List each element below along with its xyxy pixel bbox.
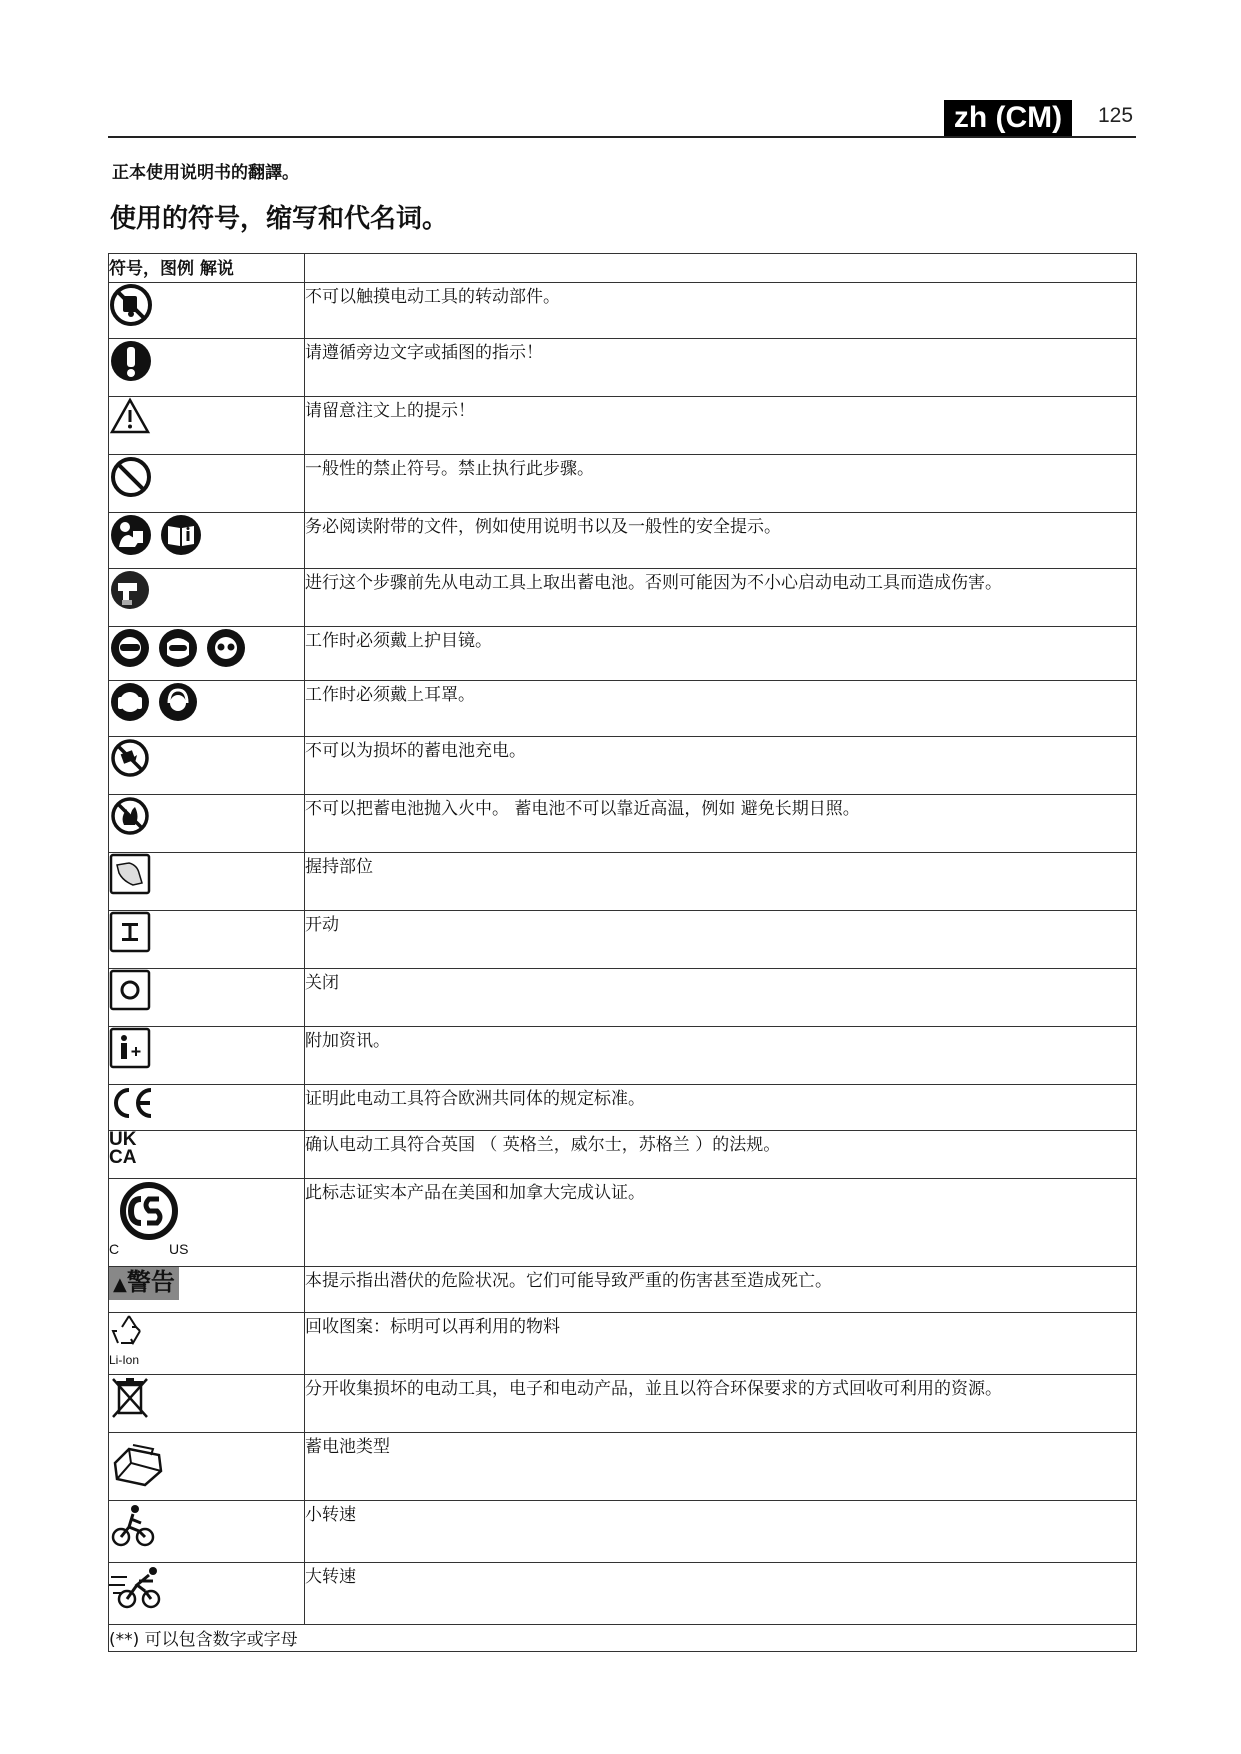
no-fire-battery-icon xyxy=(109,795,151,837)
row-text: 工作时必须戴上耳罩。 xyxy=(305,681,1137,737)
table-header-empty xyxy=(305,254,1137,283)
row-text: 开动 xyxy=(305,911,1137,969)
battery-pack-icon xyxy=(109,1433,167,1491)
row-text: 回收图案：标明可以再利用的物料 xyxy=(305,1313,1137,1375)
table-row xyxy=(109,627,1137,681)
table-row xyxy=(109,969,1137,1027)
ukca-top-text: UK xyxy=(109,1129,137,1150)
row-text: 务必阅读附带的文件，例如使用说明书以及一般性的安全提示。 xyxy=(305,513,1137,569)
table-row xyxy=(109,1375,1137,1433)
symbols-table xyxy=(108,253,1137,1652)
row-text: 一般性的禁止符号。禁止执行此步骤。 xyxy=(305,455,1137,513)
row-text: 本提示指出潜伏的危险状况。它们可能导致严重的伤害甚至造成死亡。 xyxy=(305,1267,1137,1313)
table-row xyxy=(109,455,1137,513)
warning-label-triangle: ▲ xyxy=(113,1274,127,1295)
table-row xyxy=(109,1179,1137,1267)
fast-speed-icon xyxy=(109,1563,165,1611)
header-rule xyxy=(108,136,1136,138)
row-text: 请留意注文上的提示！ xyxy=(305,397,1137,455)
footnote: (**) 可以包含数字或字母 xyxy=(109,1625,1137,1652)
table-row xyxy=(109,1501,1137,1563)
row-text: 请遵循旁边文字或插图的指示！ xyxy=(305,339,1137,397)
page-heading: 使用的符号，缩写和代名词。 xyxy=(110,204,449,234)
manual-book-icon xyxy=(159,513,203,557)
csa-us-text: US xyxy=(169,1241,189,1257)
ear-muffs-icon xyxy=(157,681,199,723)
weee-bin-icon xyxy=(109,1375,151,1421)
table-row xyxy=(109,795,1137,853)
read-manual-icon xyxy=(109,513,153,557)
table-row xyxy=(109,853,1137,911)
safety-goggles-icon xyxy=(205,627,247,669)
language-badge: zh (CM) xyxy=(944,100,1072,136)
table-row xyxy=(109,681,1137,737)
table-row xyxy=(109,911,1137,969)
table-row xyxy=(109,1563,1137,1625)
table-row xyxy=(109,1433,1137,1501)
row-text: 进行这个步骤前先从电动工具上取出蓄电池。否则可能因为不小心启动电动工具而造成伤害。 xyxy=(305,569,1137,627)
row-text: 确认电动工具符合英国 （ 英格兰，威尔士，苏格兰 ）的法规。 xyxy=(305,1131,1137,1179)
row-text: 工作时必须戴上护目镜。 xyxy=(305,627,1137,681)
table-row xyxy=(109,569,1137,627)
row-text: 大转速 xyxy=(305,1563,1137,1625)
recycle-arrows-icon xyxy=(109,1313,149,1349)
info-icon xyxy=(109,1027,151,1069)
translation-note: 正本使用说明书的翻譯。 xyxy=(112,163,299,183)
row-text: 关闭 xyxy=(305,969,1137,1027)
row-text: 不可以为损坏的蓄电池充电。 xyxy=(305,737,1137,795)
row-text: 此标志证实本产品在美国和加拿大完成认证。 xyxy=(305,1179,1137,1267)
csa-mark-icon xyxy=(109,1179,199,1259)
table-row xyxy=(109,737,1137,795)
ukca-bottom-text: CA xyxy=(109,1147,137,1168)
mandatory-instruction-icon xyxy=(109,339,153,383)
table-header-row xyxy=(109,254,1137,283)
row-text: 不可以触摸电动工具的转动部件。 xyxy=(305,283,1137,339)
recycle-label: Li-Ion xyxy=(109,1353,140,1367)
warning-label-icon xyxy=(109,1267,179,1300)
eye-protection-icon xyxy=(109,627,151,669)
on-switch-icon xyxy=(109,911,151,953)
row-text: 小转速 xyxy=(305,1501,1137,1563)
prohibition-icon xyxy=(109,455,153,499)
table-row xyxy=(109,339,1137,397)
page-number: 125 xyxy=(1098,104,1134,127)
recycle-li-ion-icon xyxy=(109,1313,159,1367)
face-shield-icon xyxy=(157,627,199,669)
table-row xyxy=(109,513,1137,569)
table-row xyxy=(109,1313,1137,1375)
no-touch-rotating-icon xyxy=(109,283,153,327)
table-row xyxy=(109,1267,1137,1313)
table-row xyxy=(109,1085,1137,1131)
row-text: 分开收集损坏的电动工具，电子和电动产品，並且以符合环保要求的方式回收可利用的资源。 xyxy=(305,1375,1137,1433)
csa-logo-icon xyxy=(119,1181,179,1241)
row-text: 不可以把蓄电池抛入火中。 蓄电池不可以靠近高温，例如 避免长期日照。 xyxy=(305,795,1137,853)
row-text: 附加资讯。 xyxy=(305,1027,1137,1085)
warning-triangle-icon xyxy=(109,397,151,435)
table-row xyxy=(109,1131,1137,1179)
row-text: 握持部位 xyxy=(305,853,1137,911)
csa-c-text: C xyxy=(109,1241,120,1257)
table-row xyxy=(109,397,1137,455)
warning-label-text: 警告 xyxy=(126,1268,175,1296)
grip-area-icon xyxy=(109,853,151,895)
slow-speed-icon xyxy=(109,1501,157,1549)
table-header-cell: 符号，图例 解说 xyxy=(109,254,305,283)
ear-protection-icon xyxy=(109,681,151,723)
row-text: 证明此电动工具符合欧洲共同体的规定标准。 xyxy=(305,1085,1137,1131)
footnote-row xyxy=(109,1625,1137,1652)
ukca-mark-icon xyxy=(109,1131,304,1167)
row-text: 蓄电池类型 xyxy=(305,1433,1137,1501)
no-charge-damaged-battery-icon xyxy=(109,737,151,779)
table-row xyxy=(109,283,1137,339)
table-row xyxy=(109,1027,1137,1085)
remove-battery-icon xyxy=(109,569,151,611)
ce-mark-icon xyxy=(109,1085,155,1121)
off-switch-icon xyxy=(109,969,151,1011)
